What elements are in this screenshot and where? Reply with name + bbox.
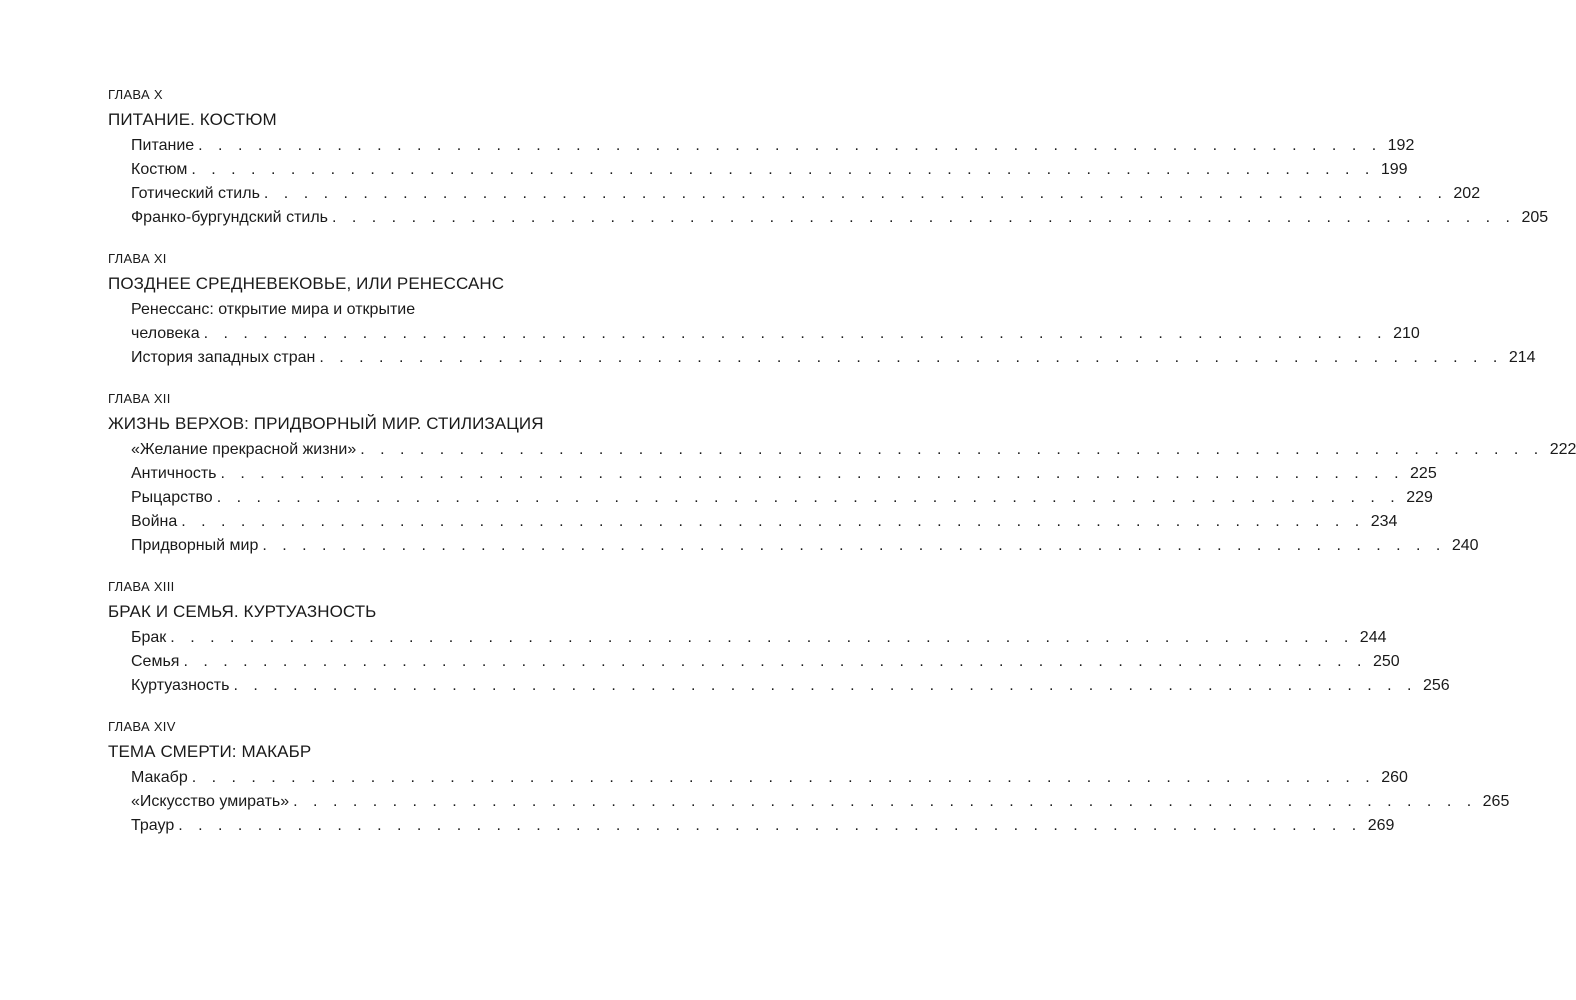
chapter-label: ГЛАВА X — [108, 87, 163, 102]
toc-entry-title: Траур — [131, 817, 175, 834]
toc-entry-title: «Искусство умирать» — [131, 793, 290, 810]
toc-entry-title: «Желание прекрасной жизни» — [131, 441, 357, 458]
toc-page-number: 250 — [1372, 653, 1400, 670]
toc-entry-title: Брак — [131, 629, 167, 646]
toc-entry[interactable] — [131, 814, 1395, 838]
toc-entry-title: Рыцарство — [131, 489, 213, 506]
toc-page-number: 269 — [1367, 817, 1395, 834]
dot-leader: . . . . . . . . . . . . . . . . . . . . . . . . . . . . . . . . . . . . . . . . . . . . . . . . . . . . . . . . . . . . — [263, 185, 1448, 202]
chapter-entries — [108, 298, 1536, 370]
toc-page-number: 244 — [1359, 629, 1387, 646]
toc-entry[interactable] — [131, 322, 1420, 346]
toc-page-number: 260 — [1381, 769, 1408, 786]
toc-page-number: 192 — [1387, 137, 1415, 154]
toc-entry-title: Война — [131, 513, 178, 530]
chapter-section — [108, 718, 1510, 838]
toc-entry-title: Семья — [131, 653, 180, 670]
toc-entry[interactable] — [131, 626, 1387, 650]
toc-entry-line — [131, 298, 560, 322]
toc-entry[interactable] — [131, 674, 1450, 698]
dot-leader: . . . . . . . . . . . . . . . . . . . . . . . . . . . . . . . . . . . . . . . . . . . . . . . . . . . . . . . . . . . . — [332, 209, 1516, 226]
dot-leader: . . . . . . . . . . . . . . . . . . . . . . . . . . . . . . . . . . . . . . . . . . . . . . . . . . . . . . . . . . . . — [183, 653, 1367, 670]
toc-entry[interactable] — [131, 182, 1481, 206]
chapter-title: ПОЗДНЕЕ СРЕДНЕВЕКОВЬЕ, ИЛИ РЕНЕССАНС — [108, 274, 505, 293]
chapter-section — [108, 390, 1576, 558]
toc-entry-title: Куртуазность — [131, 677, 230, 694]
toc-entry-title: Ренессанс: открытие мира и открытие — [131, 301, 416, 318]
dot-leader: . . . . . . . . . . . . . . . . . . . . . . . . . . . . . . . . . . . . . . . . . . . . . . . . . . . . . . . . . . . . — [293, 793, 1477, 810]
dot-leader: . . . . . . . . . . . . . . . . . . . . . . . . . . . . . . . . . . . . . . . . . . . . . . . . . . . . . . . . . . . . — [262, 537, 1446, 554]
toc-page-number: 210 — [1393, 325, 1420, 342]
chapter-section — [108, 250, 1536, 370]
dot-leader: . . . . . . . . . . . . . . . . . . . . . . . . . . . . . . . . . . . . . . . . . . . . . . . . . . . . . . . . . . . . — [216, 489, 1401, 506]
toc-page-number: 222 — [1549, 441, 1576, 458]
toc-page-number: 234 — [1370, 513, 1398, 530]
dot-leader: . . . . . . . . . . . . . . . . . . . . . . . . . . . . . . . . . . . . . . . . . . . . . . . . . . . . . . . . . . . . — [181, 513, 1365, 530]
chapter-title: БРАК И СЕМЬЯ. КУРТУАЗНОСТЬ — [108, 602, 377, 621]
toc-entry[interactable] — [131, 346, 1536, 370]
chapter-label: ГЛАВА XIII — [108, 579, 175, 594]
toc-entry[interactable] — [131, 486, 1433, 510]
chapter-title: ПИТАНИЕ. КОСТЮМ — [108, 110, 277, 129]
toc-page-number: 240 — [1451, 537, 1479, 554]
toc-entry-title: Макабр — [131, 769, 188, 786]
toc-entry[interactable] — [131, 206, 1549, 230]
chapter-title: ТЕМА СМЕРТИ: МАКАБР — [108, 742, 312, 761]
chapter-label: ГЛАВА XII — [108, 391, 171, 406]
toc-entry[interactable] — [131, 534, 1479, 558]
dot-leader: . . . . . . . . . . . . . . . . . . . . . . . . . . . . . . . . . . . . . . . . . . . . . . . . . . . . . . . . . . . . — [203, 325, 1388, 342]
toc-page-number: 202 — [1453, 185, 1481, 202]
toc-page-number: 229 — [1406, 489, 1433, 506]
toc-entry-title: Костюм — [131, 161, 188, 178]
toc-page-number: 214 — [1508, 349, 1536, 366]
toc-entry[interactable] — [131, 134, 1415, 158]
dot-leader: . . . . . . . . . . . . . . . . . . . . . . . . . . . . . . . . . . . . . . . . . . . . . . . . . . . . . . . . . . . . — [319, 349, 1503, 366]
table-of-contents — [108, 86, 1576, 858]
dot-leader: . . . . . . . . . . . . . . . . . . . . . . . . . . . . . . . . . . . . . . . . . . . . . . . . . . . . . . . . . . . . — [191, 161, 1375, 178]
dot-leader: . . . . . . . . . . . . . . . . . . . . . . . . . . . . . . . . . . . . . . . . . . . . . . . . . . . . . . . . . . . . — [233, 677, 1417, 694]
chapter-entries — [108, 438, 1576, 558]
toc-page-number: 256 — [1422, 677, 1450, 694]
toc-entry-title: Античность — [131, 465, 217, 482]
chapter-entries — [108, 626, 1450, 698]
chapter-section — [108, 86, 1549, 230]
toc-page-number: 199 — [1380, 161, 1408, 178]
chapter-label: ГЛАВА XIV — [108, 719, 176, 734]
toc-page-number: 205 — [1521, 209, 1549, 226]
toc-entry[interactable] — [131, 158, 1408, 182]
toc-entry[interactable] — [131, 790, 1510, 814]
chapter-entries — [108, 766, 1510, 838]
toc-entry[interactable] — [131, 766, 1408, 790]
toc-entry[interactable] — [131, 510, 1398, 534]
dot-leader: . . . . . . . . . . . . . . . . . . . . . . . . . . . . . . . . . . . . . . . . . . . . . . . . . . . . . . . . . . . . — [220, 465, 1405, 482]
toc-entry[interactable] — [131, 650, 1400, 674]
toc-entry-title: Франко-бургундский стиль — [131, 209, 328, 226]
chapter-title: ЖИЗНЬ ВЕРХОВ: ПРИДВОРНЫЙ МИР. СТИЛИЗАЦИЯ — [108, 414, 544, 433]
toc-entry-title: человека — [131, 325, 200, 342]
chapter-entries — [108, 134, 1549, 230]
dot-leader: . . . . . . . . . . . . . . . . . . . . . . . . . . . . . . . . . . . . . . . . . . . . . . . . . . . . . . . . . . . . — [360, 441, 1544, 458]
toc-entry-title: История западных стран — [131, 349, 316, 366]
chapter-section — [108, 578, 1450, 698]
toc-entry-title: Питание — [131, 137, 195, 154]
toc-entry[interactable] — [131, 438, 1576, 462]
dot-leader: . . . . . . . . . . . . . . . . . . . . . . . . . . . . . . . . . . . . . . . . . . . . . . . . . . . . . . . . . . . . — [198, 137, 1382, 154]
dot-leader: . . . . . . . . . . . . . . . . . . . . . . . . . . . . . . . . . . . . . . . . . . . . . . . . . . . . . . . . . . . . — [178, 817, 1362, 834]
toc-page-number: 265 — [1482, 793, 1510, 810]
toc-entry-title: Готический стиль — [131, 185, 260, 202]
dot-leader: . . . . . . . . . . . . . . . . . . . . . . . . . . . . . . . . . . . . . . . . . . . . . . . . . . . . . . . . . . . . — [191, 769, 1376, 786]
toc-entry-title: Придворный мир — [131, 537, 259, 554]
chapter-label: ГЛАВА XI — [108, 251, 167, 266]
dot-leader: . . . . . . . . . . . . . . . . . . . . . . . . . . . . . . . . . . . . . . . . . . . . . . . . . . . . . . . . . . . . — [170, 629, 1354, 646]
toc-entry[interactable] — [131, 462, 1437, 486]
toc-page-number: 225 — [1410, 465, 1437, 482]
